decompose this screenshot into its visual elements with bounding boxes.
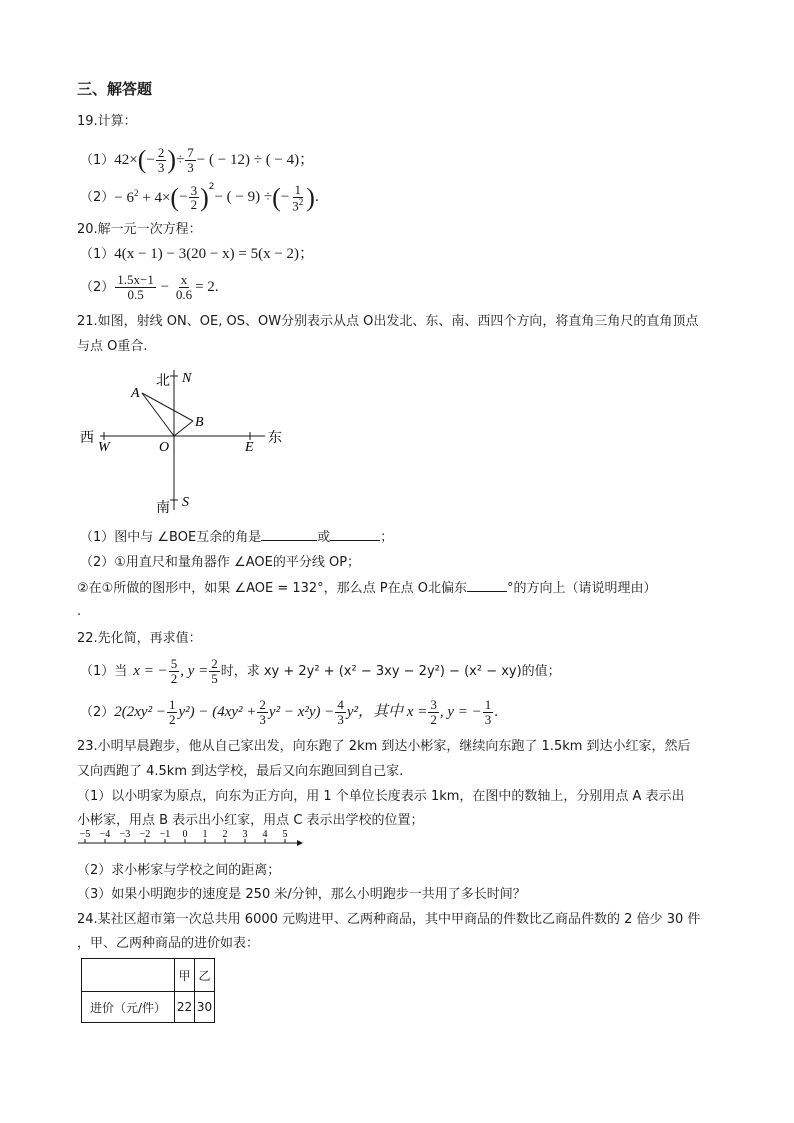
east-en-label: E: [245, 440, 254, 455]
q21-part3: [77, 581, 657, 595]
point-b-label: B: [195, 415, 204, 430]
q22-p2-expr-e: , y = −: [439, 703, 482, 720]
q21-p3-blank[interactable]: [467, 581, 507, 592]
table-header-jia: 甲: [175, 959, 195, 992]
table-cell-yi: 30: [195, 992, 215, 1023]
q23-line2: 又向西跑了 4.5km 到达学校，最后又向东跑回到自己家.: [77, 764, 404, 779]
q22-p2-expr-b: y²) − (4xy² +: [178, 703, 257, 720]
ray-oa: [142, 393, 174, 436]
ray-ob: [174, 421, 193, 436]
number-line-tick-label: 5: [282, 829, 288, 840]
q22-p2-end: .: [494, 703, 498, 720]
number-line-tick-label: 3: [242, 829, 248, 840]
q22-p2-expr-c: y² − x²y) −: [268, 703, 335, 720]
q20-part2: （2） $\frac{1.5x-1}{0.5}$ − $\frac{x}{0.6}$ = 2.: [80, 272, 219, 302]
q21-part2: （2）①用直尺和量角器作 ∠AOE的平分线 OP；: [80, 555, 361, 570]
table-row-label: 进价（元/件）: [82, 992, 175, 1023]
q21-p1-blank1[interactable]: [261, 530, 317, 541]
q22-p1-y: , y =: [180, 662, 209, 679]
number-line-tick-label: −2: [139, 829, 151, 840]
q22-p2-f5-num: 1: [484, 697, 492, 712]
west-cn-label: 西: [80, 431, 94, 446]
number-line-ticks: [80, 829, 288, 843]
price-table: [81, 958, 215, 1023]
q22-p1-x-num: 5: [170, 656, 178, 671]
q20-p2-num1: 1.5x−1: [117, 272, 154, 287]
number-line-arrow: [297, 840, 303, 846]
q22-part2: [80, 698, 498, 726]
north-cn-label: 北: [156, 374, 170, 389]
number-line-tick-label: −4: [99, 829, 111, 840]
q24-line1: 24.某社区超市第一次总共用 6000 元购进甲、乙两种商品，其中甲商品的件数比乙商品件数的 2 倍少 30 件: [77, 912, 701, 927]
q22-p2-expr-a: 2(2xy² −: [114, 703, 166, 720]
q22-p2-f4-den: 2: [430, 711, 437, 727]
q24-line2: ，甲、乙两种商品的进价如表：: [77, 936, 260, 951]
table-header-row: [82, 959, 215, 992]
west-en-label: W: [98, 440, 110, 455]
q23-p1-line1: （1）以小明家为原点，向东为正方向，用 1 个单位长度表示 1km，在图中的数轴上，分别用点 A 表示出: [77, 789, 685, 804]
number-line-tick-label: 2: [222, 829, 228, 840]
number-line-tick-label: −5: [79, 829, 91, 840]
q22-p2-f1-den: 2: [168, 711, 176, 727]
q20-p2-label: （2）: [80, 279, 115, 295]
table-row: [82, 992, 215, 1023]
q22-p2-f2-den: 3: [259, 711, 266, 727]
q22-title: 22.先化简，再求值：: [77, 631, 202, 646]
q22-p2-label: （2）: [80, 704, 115, 720]
q22-p2-f4-num: 3: [430, 697, 437, 712]
table-header-yi: 乙: [195, 959, 215, 992]
q23-line1: 23.小明早晨跑步，他从自己家出发，向东跑了 2km 到达小彬家，继续向东跑了 1.5km 到达小红家，然后: [77, 739, 691, 754]
q21-intro-line2: 与点 O重合.: [77, 339, 148, 354]
q22-p2-f5-den: 3: [484, 711, 492, 727]
q22-p1-x-den: 2: [170, 670, 178, 686]
section-title: 三、解答题: [77, 80, 153, 98]
north-en-label: N: [182, 371, 192, 386]
q22-p1-y-num: 2: [211, 656, 218, 671]
q21-p3-text: ②在①所做的图形中，如果 ∠AOE = 132°，那么点 P在点 O北偏东: [77, 581, 468, 596]
table-header-empty: [82, 959, 175, 992]
q22-p1-x: x = −: [133, 662, 168, 679]
q21-p1-text: （1）图中与 ∠BOE互余的角是: [80, 530, 262, 545]
q22-p2-expr-d: y²，其中 x =: [346, 703, 428, 720]
point-a-label: A: [131, 386, 140, 401]
q23-p1-line2: 小彬家，用点 B 表示出小红家，用点 C 表示出学校的位置；: [77, 813, 424, 828]
q22-part1: [80, 657, 561, 685]
number-line-tick-label: −3: [119, 829, 131, 840]
number-line-tick-label: 1: [202, 829, 208, 840]
q19-p1-label: （1）: [80, 152, 115, 168]
q19-part2: （2） − $6^2 + 4\times$ ( − $\frac{3}{2}$ ) $^2$ − ( − 9) ÷ ( − $\frac{1}{3^2}$ ) .: [80, 182, 319, 213]
number-line-tick-label: 0: [182, 829, 188, 840]
q22-p2-f3-den: 3: [337, 711, 344, 727]
q21-p1-blank2[interactable]: [330, 530, 380, 541]
table-cell-jia: 22: [175, 992, 195, 1023]
q22-p1-y-den: 5: [211, 670, 218, 686]
triangle-side-ab: [142, 393, 193, 421]
south-cn-label: 南: [156, 501, 170, 516]
q20-p2-den2: 0.6: [175, 286, 193, 302]
q22-p1-label: （1）当: [80, 663, 128, 679]
q20-p2-num2: x: [180, 272, 188, 287]
q19-p2-label: （2）: [80, 190, 115, 206]
east-cn-label: 东: [268, 431, 282, 446]
q21-p3-end: °的方向上（请说明理由）: [507, 581, 657, 596]
number-line-tick-label: 4: [262, 829, 268, 840]
q21-p1-or: 或: [317, 530, 331, 545]
q21-p3-dot: .: [77, 604, 82, 619]
q21-part1: [80, 530, 393, 544]
q20-p1-label: （1）: [80, 247, 115, 262]
q22-p1-tail: 时，求 xy + 2y² + (x² − 3xy − 2y²) − (x² − xy)的值；: [220, 663, 561, 679]
q20-p2-tail: = 2.: [195, 278, 219, 295]
q21-intro-line1: 21.如图，射线 ON、OE, OS、OW分别表示从点 O出发北、东、南、西四个方向，将直角三角尺的直角顶点: [77, 314, 699, 329]
number-line-tick-label: −1: [159, 829, 171, 840]
q20-p2-den1: 0.5: [127, 286, 144, 302]
q22-p2-f3-num: 4: [337, 697, 344, 712]
q19-title: 19.计算：: [77, 114, 137, 129]
q21-p1-end: ；: [380, 530, 394, 545]
q22-p2-f1-num: 1: [168, 697, 176, 712]
q20-p1-expr: 4(x − 1) − 3(20 − x) = 5(x − 2)；: [114, 246, 315, 262]
q19-part1: （1） 42× ( − $\frac{2}{3}$ ) ÷ $\frac{7}{3}$ − ( − 12) ÷ ( − 4)；: [80, 145, 315, 175]
south-en-label: S: [182, 495, 189, 510]
q23-part2: （2）求小彬家与学校之间的距离；: [77, 863, 281, 878]
origin-label: O: [159, 440, 170, 455]
q22-p2-f2-num: 2: [259, 697, 266, 712]
q20-title: 20.解一元一次方程：: [77, 222, 202, 237]
q23-part3: （3）如果小明跑步的速度是 250 米/分钟，那么小明跑步一共用了多长时间？: [77, 887, 526, 902]
